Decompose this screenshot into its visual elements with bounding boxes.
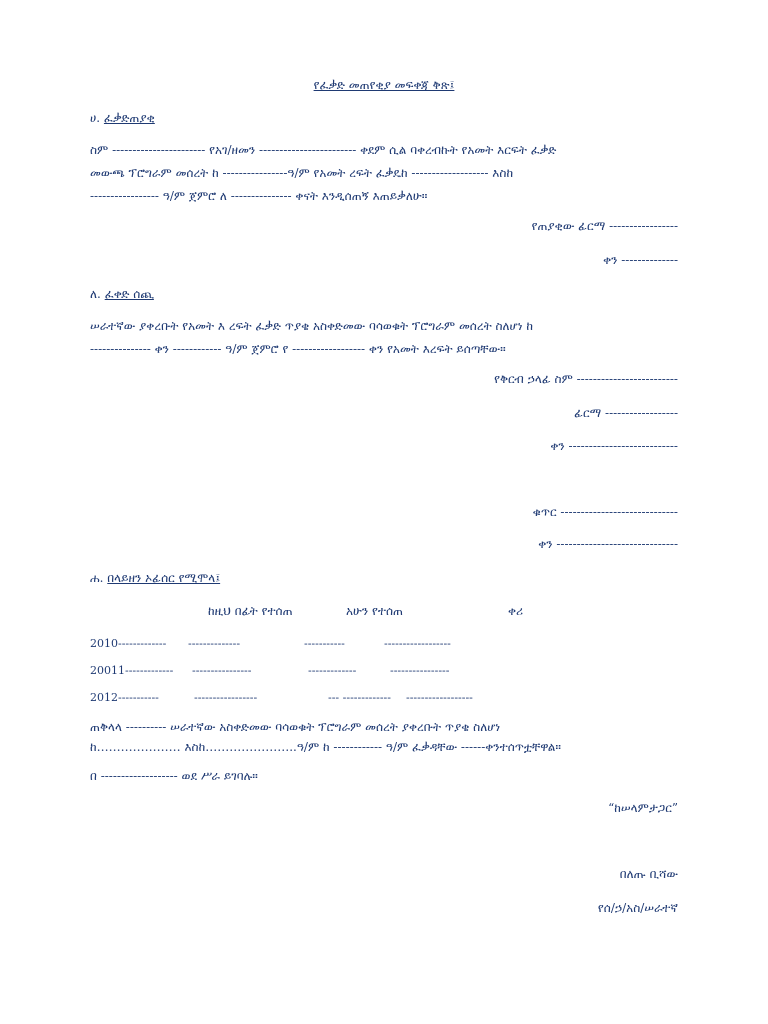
- section-1-label: ሀ.: [90, 111, 101, 125]
- row-2010-previous: --------------: [188, 637, 241, 650]
- row-2012-year: 2012-----------: [90, 691, 159, 704]
- summary-line-2: ከ………………… እስከ…………………..ዓ/ም ከ ------------ ዓ/ም ፈቃዳቸው ------ቀንተሰጥቷቸዋል።: [90, 740, 561, 754]
- requester-signature: የጠያቂው ፊርማ -----------------: [531, 219, 678, 233]
- row-2012-current: --- -------------: [328, 691, 391, 704]
- row-20011-remaining: ----------------: [390, 664, 450, 677]
- section-1-header: [90, 110, 155, 126]
- form-title: የፈቃድ መጠየቂያ መፍቀጃ ቅጽ፤: [313, 78, 455, 92]
- section-2-heading: ፈቀድ ሰጪ: [104, 287, 154, 301]
- section-2-header: [90, 286, 154, 302]
- row-2010-current: -----------: [304, 637, 345, 650]
- row-2012-previous: -----------------: [194, 691, 258, 704]
- section-3-label: ሐ.: [90, 571, 104, 585]
- signer-name: በለጡ ቢሻው: [619, 867, 678, 881]
- section-1-line-1: ስም ----------------------- የአገ/ዘመን ------------------------ ቀደም ሲል ባቀረብኩት የአመት እርፍት ፈቃድ: [90, 143, 557, 157]
- supervisor-date: ቀን ---------------------------: [550, 439, 678, 453]
- return-to-work-line: በ ------------------- ወደ ሥራ ይገባሉ።: [90, 769, 258, 783]
- reference-date: ቀን ------------------------------: [538, 537, 678, 551]
- signer-title: የሰ/ኃ/አስ/ሠራተኛ: [597, 901, 678, 915]
- column-header-current: አሁን የተሰጠ: [346, 604, 403, 618]
- section-2-line-2: --------------- ቀን ------------ ዓ/ም ጀምሮ የ ------------------ ቀን የአመት እረፍት ይሰጣቸው።: [90, 342, 506, 356]
- row-2010-remaining: ------------------: [384, 637, 451, 650]
- section-1-line-3: ----------------- ዓ/ም ጀምሮ ለ --------------- ቀናት እንዲሰጠኝ እጠይቃለሁ።: [90, 189, 428, 203]
- row-20011-previous: ----------------: [192, 664, 252, 677]
- section-1-heading: ፈቃድጠያቂ: [103, 111, 155, 125]
- column-header-previous: ከዚህ በፊት የተሰጠ: [208, 604, 293, 618]
- summary-line-1: ጠቅላላ ---------- ሠራተኛው አስቀድመው ባሳወቁት ፕሮግራም መሰረት ያቀረቡት ጥያቄ ስለሆነ: [90, 720, 501, 734]
- reference-number: ቁጥር -----------------------------: [532, 505, 678, 519]
- row-2010-year: 2010-------------: [90, 637, 167, 650]
- section-1-line-2: መውጫ ፕሮግራም መሰረት ከ ----------------ዓ/ም የአመት ረፍት ፈቃዴከ ------------------- እስከ: [90, 166, 514, 180]
- row-2012-remaining: ------------------: [406, 691, 473, 704]
- column-header-remaining: ቀሪ: [508, 604, 524, 618]
- section-3-heading: በላይዘን ኦፊሰር የሚሞላ፤: [107, 571, 221, 585]
- section-2-line-1: ሠራተኛው ያቀረቡት የአመት እ ረፍት ፈቃድ ጥያቄ አስቀድመው ባሳወቁት ፕሮግራም መሰረት ስለሆነ ከ: [90, 319, 533, 333]
- supervisor-signature: ፊርማ ------------------: [574, 406, 678, 420]
- row-20011-current: -------------: [308, 664, 357, 677]
- supervisor-name: የቅርብ ኃላፊ ስም -------------------------: [494, 372, 678, 386]
- requester-date: ቀን --------------: [603, 253, 678, 267]
- section-2-label: ለ.: [90, 287, 101, 301]
- row-20011-year: 20011-------------: [90, 664, 174, 677]
- section-3-header: [90, 570, 220, 586]
- closing-greeting: “ከሠላምታጋር”: [608, 801, 678, 815]
